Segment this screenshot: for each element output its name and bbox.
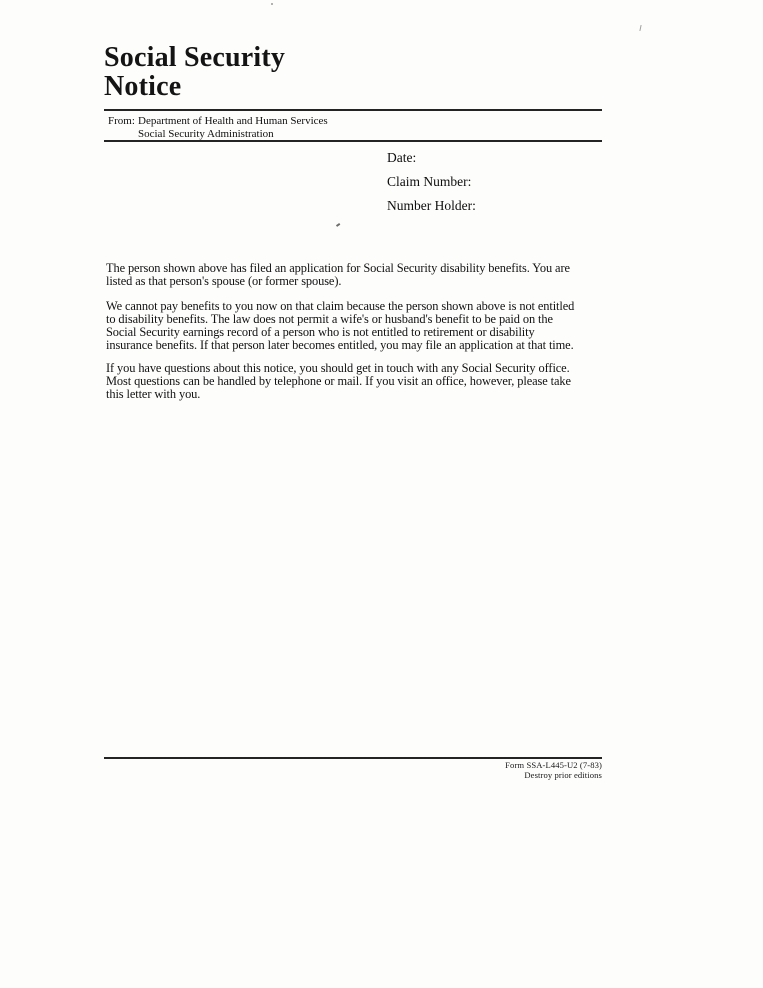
text-line: If you have questions about this notice, you should get in touch with any Social Security office. [106,361,570,375]
footer-instruction: Destroy prior editions [524,770,602,780]
body-paragraph-2 [106,300,606,352]
date-field-label: Date: [387,150,417,165]
number-holder-field-label: Number Holder: [387,198,476,213]
body-paragraph-3 [106,362,606,401]
text-line: Most questions can be handled by telephone or mail. If you visit an office, however, please take [106,374,571,389]
text-line: Social Security Administration [138,127,274,140]
scan-artifact [639,25,641,31]
header-divider-top [104,109,602,111]
text-line: Social Security earnings record of a person who is not entitled to retirement or disability [106,325,535,340]
text-line: listed as that person's spouse (or former spouse). [106,274,342,289]
from-agency-lines [138,115,328,140]
scan-artifact [271,3,273,5]
from-block [108,115,328,140]
text-line: The person shown above has filed an application for Social Security disability benefits. You are [106,261,570,275]
document-title [104,44,285,101]
footer-block [505,760,602,780]
body-paragraph-1 [106,262,606,288]
text-line: this letter with you. [106,387,201,402]
header-divider-bottom [104,140,602,142]
letter-meta-fields [387,149,476,221]
text-line: We cannot pay benefits to you now on that claim because the person shown above is not entitled [106,299,575,313]
text-line: insurance benefits. If that person later becomes entitled, you may file an application at that time. [106,338,574,353]
text-line: Department of Health and Human Services [138,115,328,127]
claim-number-field-label: Claim Number: [387,174,472,189]
form-number: Form SSA-L445-U2 (7-83) [505,760,602,770]
document-title-line-1: Social Security [104,42,286,73]
footer-divider [104,757,602,759]
document-title-line-2: Notice [104,70,182,102]
from-label: From: [108,115,135,127]
text-line: to disability benefits. The law does not permit a wife's or husband's benefit to be paid on the [106,312,553,327]
scan-artifact [336,223,340,227]
